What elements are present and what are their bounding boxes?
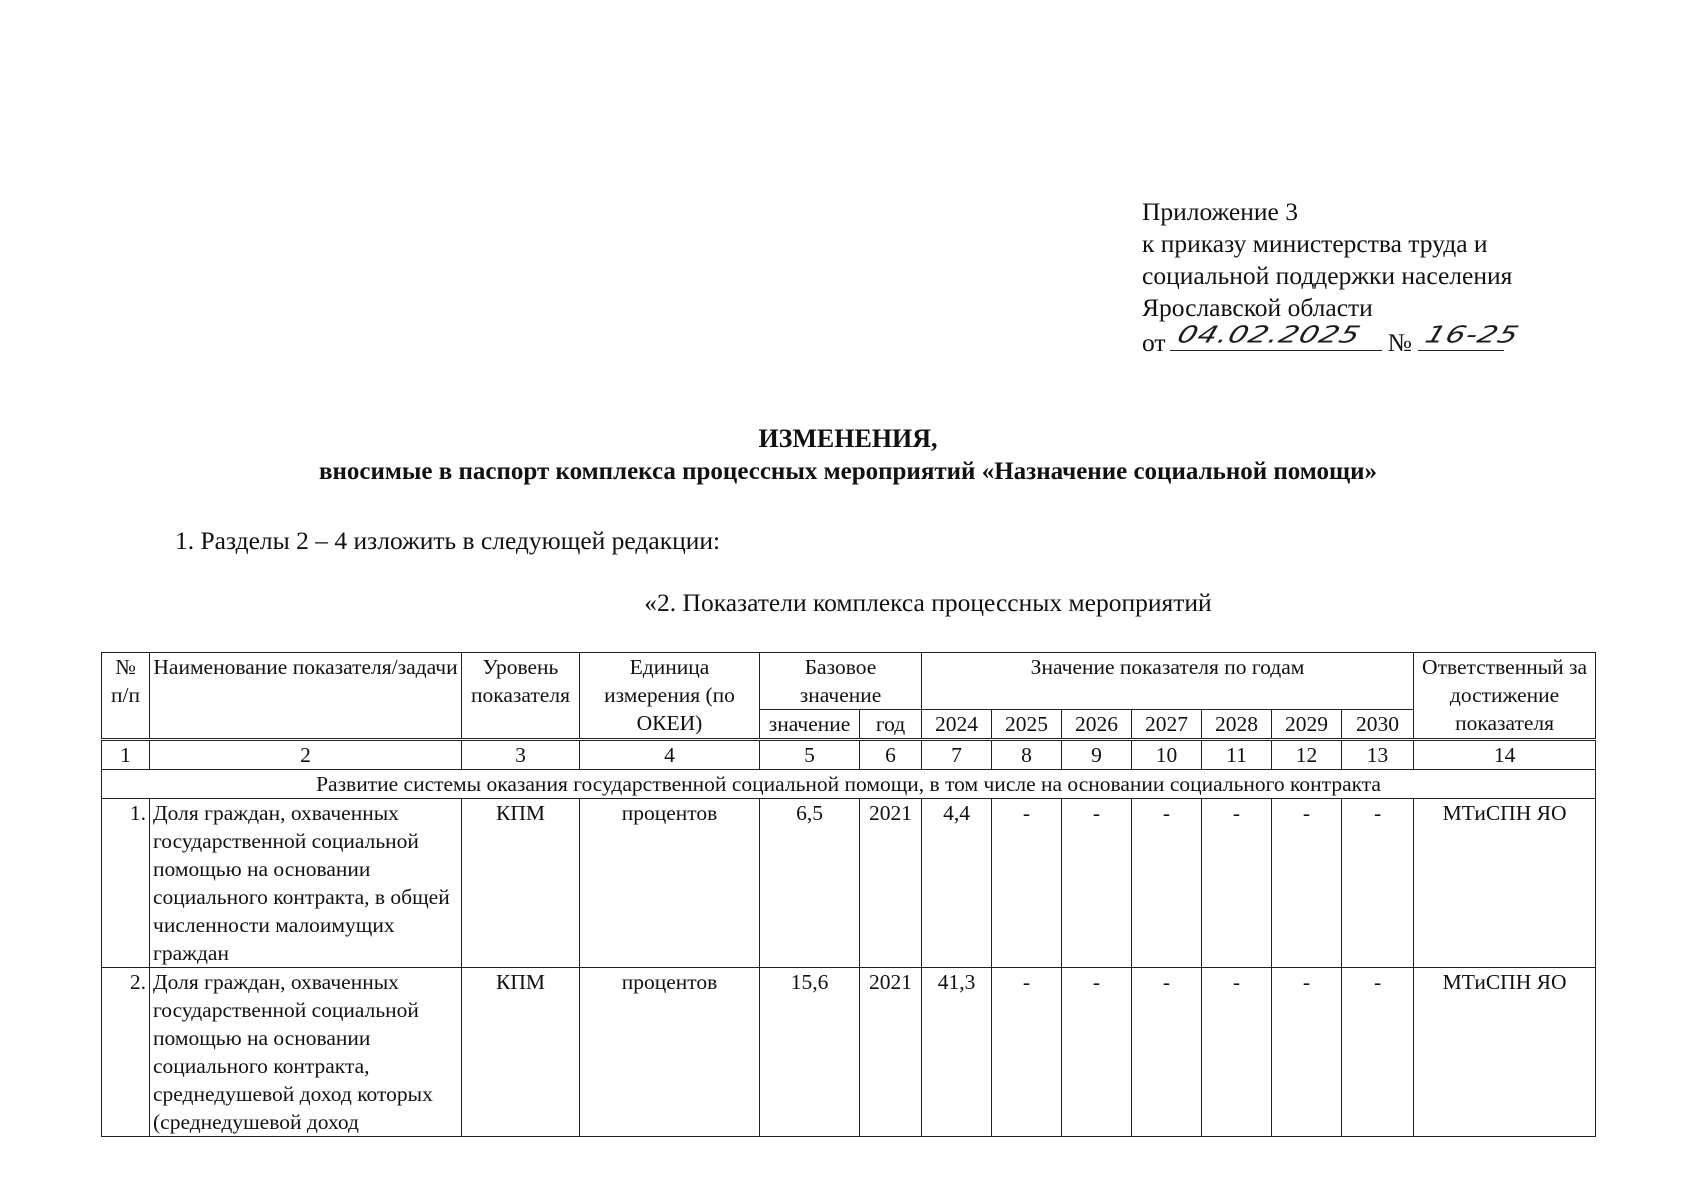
column-number: 7: [922, 740, 992, 770]
header-responsible: Ответственный за достижение показателя: [1414, 653, 1596, 740]
row-value: -: [1272, 799, 1342, 968]
row-base-value: 6,5: [760, 799, 860, 968]
row-value: -: [1132, 968, 1202, 1137]
header-base-value: значение: [760, 710, 860, 740]
indicators-table: [101, 652, 1596, 1137]
column-number-row: [102, 740, 1596, 770]
table-row: [102, 799, 1596, 968]
row-value: 41,3: [922, 968, 992, 1137]
row-name: Доля граждан, охваченных государственной социальной помощью на основании социального контракта, в общей численности малоимущих граждан: [150, 799, 462, 968]
header-name: Наименование показателя/задачи: [150, 653, 462, 740]
appendix-line-4: Ярославской области: [1142, 293, 1373, 322]
row-value: -: [1342, 968, 1414, 1137]
appendix-block: [1142, 196, 1662, 359]
header-year: 2024: [922, 710, 992, 740]
table-row: [102, 968, 1596, 1137]
column-number: 4: [580, 740, 760, 770]
row-value: -: [992, 799, 1062, 968]
row-value: -: [1062, 968, 1132, 1137]
number-label: №: [1387, 328, 1412, 357]
header-year: 2028: [1202, 710, 1272, 740]
header-year: 2027: [1132, 710, 1202, 740]
from-label: от: [1142, 328, 1166, 357]
header-row-1: [102, 653, 1596, 710]
row-value: -: [1062, 799, 1132, 968]
row-base-year: 2021: [860, 799, 922, 968]
column-number: 13: [1342, 740, 1414, 770]
column-number: 12: [1272, 740, 1342, 770]
row-num: 2.: [102, 968, 150, 1137]
document-title: ИЗМЕНЕНИЯ,: [758, 424, 938, 453]
header-year: 2029: [1272, 710, 1342, 740]
section-row: [102, 770, 1596, 799]
column-number: 8: [992, 740, 1062, 770]
header-year: 2030: [1342, 710, 1414, 740]
header-values-by-year: Значение показателя по годам: [922, 653, 1414, 710]
handwritten-date: 04.02.2025: [1173, 321, 1364, 349]
row-name: Доля граждан, охваченных государственной социальной помощью на основании социального контракта, среднедушевой доход которых (среднедушевой доход: [150, 968, 462, 1137]
column-number: 11: [1202, 740, 1272, 770]
header-level: Уровень показателя: [462, 653, 580, 740]
column-number: 10: [1132, 740, 1202, 770]
header-base-year: год: [860, 710, 922, 740]
header-year: 2026: [1062, 710, 1132, 740]
column-number: 1: [102, 740, 150, 770]
row-responsible: МТиСПН ЯО: [1414, 968, 1596, 1137]
header-base: Базовое значение: [760, 653, 922, 710]
section-title: «2. Показатели комплекса процессных мероприятий: [644, 588, 1212, 617]
row-level: КПМ: [462, 799, 580, 968]
row-num: 1.: [102, 799, 150, 968]
row-base-year: 2021: [860, 968, 922, 1137]
column-number: 6: [860, 740, 922, 770]
section-row-title: Развитие системы оказания государственной социальной помощи, в том числе на основании социального контракта: [102, 770, 1596, 799]
row-value: -: [1202, 799, 1272, 968]
header-num: № п/п: [102, 653, 150, 740]
date-field: [1170, 321, 1382, 351]
column-number: 9: [1062, 740, 1132, 770]
row-unit: процентов: [580, 968, 760, 1137]
header-year: 2025: [992, 710, 1062, 740]
column-number: 5: [760, 740, 860, 770]
row-value: 4,4: [922, 799, 992, 968]
row-value: -: [1342, 799, 1414, 968]
row-base-value: 15,6: [760, 968, 860, 1137]
column-number: 3: [462, 740, 580, 770]
handwritten-number: 16-25: [1421, 321, 1523, 349]
appendix-line-3: социальной поддержки населения: [1142, 261, 1513, 290]
document-subtitle: вносимые в паспорт комплекса процессных мероприятий «Назначение социальной помощи»: [318, 458, 1378, 485]
column-number: 14: [1414, 740, 1596, 770]
column-number: 2: [150, 740, 462, 770]
instruction-paragraph: 1. Разделы 2 – 4 изложить в следующей редакции:: [175, 526, 721, 555]
row-level: КПМ: [462, 968, 580, 1137]
row-value: -: [1272, 968, 1342, 1137]
header-unit: Единица измерения (по ОКЕИ): [580, 653, 760, 740]
row-value: -: [992, 968, 1062, 1137]
row-responsible: МТиСПН ЯО: [1414, 799, 1596, 968]
appendix-signature-line: [1142, 321, 1662, 359]
appendix-line-1: Приложение 3: [1142, 197, 1298, 226]
row-unit: процентов: [580, 799, 760, 968]
number-field: [1418, 321, 1523, 351]
row-value: -: [1132, 799, 1202, 968]
appendix-line-2: к приказу министерства труда и: [1142, 229, 1488, 258]
row-value: -: [1202, 968, 1272, 1137]
